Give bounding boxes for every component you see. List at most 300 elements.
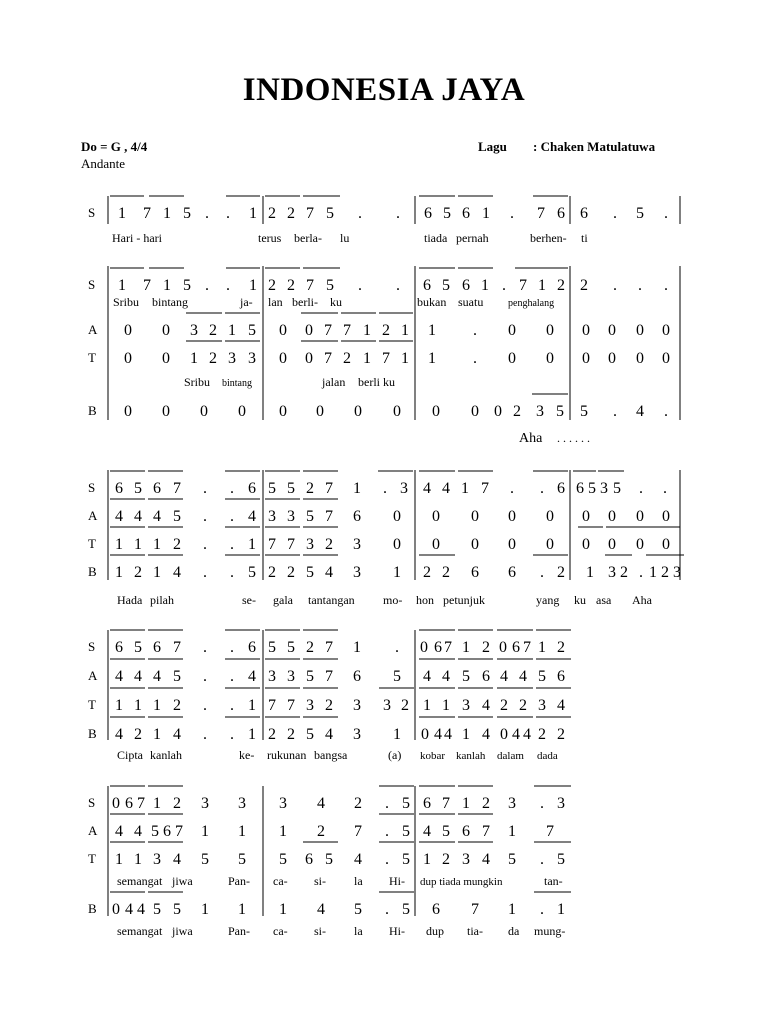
lyric-syllable: Hi- [389,874,405,888]
note-digit: 0 [432,536,440,553]
note-digit: 4 [137,901,145,918]
note-digit: . [230,508,234,525]
note-digit: 0 [112,795,120,812]
note-digit: 6 [153,480,161,497]
note-digit: 2 [268,205,276,222]
note-digit: 5 [442,823,450,840]
note-digit: . [203,668,207,685]
note-digit: 1 [353,639,361,656]
lyric-syllable: berhen- [530,231,567,245]
note-digit: 1 [482,205,490,222]
note-digit: 4 [519,668,527,685]
note-digit: 4 [444,726,452,743]
note-digit: 6 [557,480,565,497]
voice-label: S [88,639,96,654]
lyric-syllable: berli- [292,295,318,309]
note-digit: 5 [153,901,161,918]
lyric-syllable: tan- [544,874,563,888]
note-digit: 4 [423,823,431,840]
note-digit: 3 [353,536,361,553]
note-digit: . [226,277,230,294]
note-digit: 2 [268,277,276,294]
note-digit: 3 [557,795,565,812]
note-digit: 6 [423,795,431,812]
lyric-syllable: bintang [222,378,252,389]
lyric-syllable: se- [242,593,256,607]
note-digit: 5 [248,322,256,339]
lyric-syllable: Cipta [117,748,143,762]
note-digit: 5 [402,795,410,812]
note-digit: . [226,205,230,222]
note-digit: 5 [325,851,333,868]
note-digit: . [230,697,234,714]
note-digit: 3 [400,480,408,497]
note-digit: 0 [432,508,440,525]
note-digit: . [638,277,642,294]
note-digit: 2 [209,322,217,339]
note-digit: 4 [423,668,431,685]
voice-label: B [88,901,97,916]
note-digit: . [540,795,544,812]
note-digit: 4 [325,726,333,743]
note-digit: 6 [557,668,565,685]
note-digit: 3 [608,564,616,581]
lyric-syllable: ti [581,231,588,245]
note-digit: 2 [134,726,142,743]
note-digit: 3 [508,795,516,812]
note-digit: 1 [153,564,161,581]
note-digit: 7 [325,508,333,525]
voice-label: T [88,851,96,866]
note-digit: . [230,668,234,685]
note-digit: 4 [173,726,181,743]
note-digit: 4 [173,851,181,868]
note-digit: . [396,277,400,294]
note-digit: 2 [482,795,490,812]
note-digit: 1 [248,697,256,714]
lyric-syllable: rukunan [267,748,307,762]
note-digit: 2 [482,639,490,656]
voice-label: S [88,277,96,292]
note-digit: 6 [482,668,490,685]
note-digit: 1 [201,823,209,840]
note-digit: 1 [462,639,470,656]
note-digit: 0 [471,536,479,553]
note-digit: 4 [523,726,531,743]
note-digit: 7 [287,697,295,714]
voice-label: B [88,403,97,418]
note-digit: 1 [163,277,171,294]
note-digit: 3 [306,536,314,553]
note-digit: 0 [420,639,428,656]
note-digit: 4 [482,726,490,743]
note-digit: . [203,726,207,743]
note-digit: 7 [471,901,479,918]
note-digit: 2 [306,639,314,656]
note-digit: 0 [162,322,170,339]
note-digit: 0 [238,403,246,420]
note-digit: 1 [118,277,126,294]
note-digit: 0 [662,322,670,339]
note-digit: 1 [423,851,431,868]
note-digit: 5 [580,403,588,420]
note-digit: 5 [287,480,295,497]
note-digit: . [385,795,389,812]
note-digit: 0 [508,536,516,553]
note-digit: 1 [190,350,198,367]
note-digit: 0 [494,403,502,420]
note-digit: 6 [115,480,123,497]
lyric-syllable: tia- [467,924,483,938]
note-digit: 0 [662,508,670,525]
lyric-syllable: mo- [383,593,403,607]
note-digit: 4 [125,901,133,918]
note-digit: 2 [268,564,276,581]
lyric-syllable: Hari - hari [112,231,162,245]
note-digit: 2 [343,350,351,367]
note-digit: 6 [353,668,361,685]
note-digit: 5 [326,277,334,294]
note-digit: 1 [649,564,657,581]
note-digit: . [473,322,477,339]
note-digit: 0 [582,536,590,553]
lyric-syllable: dalam [497,750,524,762]
note-digit: 4 [434,726,442,743]
note-digit: 3 [201,795,209,812]
note-digit: 3 [248,350,256,367]
note-digit: 1 [248,536,256,553]
note-digit: 2 [325,536,333,553]
note-digit: 2 [287,564,295,581]
note-digit: 5 [173,901,181,918]
note-digit: . [385,901,389,918]
lyric-syllable: ku [574,593,586,607]
note-digit: 1 [353,480,361,497]
note-digit: 0 [636,350,644,367]
note-digit: 0 [305,350,313,367]
note-digit: 1 [538,639,546,656]
note-digit: 7 [143,205,151,222]
note-digit: 6 [462,205,470,222]
note-digit: 6 [508,564,516,581]
note-digit: 3 [353,564,361,581]
note-digit: 7 [173,480,181,497]
note-digit: 4 [248,508,256,525]
note-digit: . [473,350,477,367]
note-digit: . [205,277,209,294]
note-digit: 0 [421,726,429,743]
note-digit: 4 [557,697,565,714]
note-digit: 0 [124,403,132,420]
note-digit: . [203,639,207,656]
note-digit: 6 [248,480,256,497]
note-digit: 1 [508,901,516,918]
note-digit: 0 [499,639,507,656]
lyric-syllable: berla- [294,231,322,245]
note-digit: 1 [428,322,436,339]
lyric-syllable: mung- [534,924,566,938]
note-digit: 6 [163,823,171,840]
note-digit: 2 [500,697,508,714]
note-digit: . [540,901,544,918]
note-digit: 3 [279,795,287,812]
song-title: INDONESIA JAYA [242,72,526,108]
note-digit: 1 [238,901,246,918]
note-digit: 3 [268,668,276,685]
note-digit: . [358,205,362,222]
note-digit: 5 [134,639,142,656]
note-digit: 1 [115,564,123,581]
note-digit: 5 [183,205,191,222]
lyric-syllable: Aha [632,593,652,607]
note-digit: 5 [613,480,621,497]
note-digit: . [203,697,207,714]
note-digit: 1 [508,823,516,840]
lyric-syllable: gala [273,593,293,607]
note-digit: 6 [305,851,313,868]
note-digit: . [664,205,668,222]
note-digit: 3 [153,851,161,868]
note-digit: 1 [462,726,470,743]
note-digit: 0 [608,508,616,525]
note-digit: 4 [423,480,431,497]
note-digit: 1 [163,205,171,222]
note-digit: 7 [444,639,452,656]
note-digit: 1 [461,480,469,497]
note-digit: 5 [201,851,209,868]
note-digit: 1 [557,901,565,918]
note-digit: 1 [115,697,123,714]
note-digit: . [230,536,234,553]
note-digit: 1 [249,277,257,294]
note-digit: . [613,403,617,420]
note-digit: 5 [306,668,314,685]
note-digit: 6 [423,277,431,294]
note-digit: 6 [125,795,133,812]
note-digit: 3 [228,350,236,367]
note-digit: 5 [173,508,181,525]
note-digit: 1 [481,277,489,294]
voice-label: A [88,668,98,683]
lyric-syllable: si- [314,874,326,888]
note-digit: 0 [546,536,554,553]
note-digit: 1 [363,322,371,339]
note-digit: 1 [153,697,161,714]
note-digit: 3 [600,480,608,497]
note-digit: 1 [401,322,409,339]
note-digit: 2 [209,350,217,367]
note-digit: 6 [462,277,470,294]
lyric-syllable: (a) [388,748,402,762]
lyric-syllable: lan [268,295,283,309]
lyric-syllable: si- [314,924,326,938]
note-digit: 2 [325,697,333,714]
note-digit: 2 [423,564,431,581]
note-digit: 5 [279,851,287,868]
note-digit: 5 [556,403,564,420]
note-digit: 0 [279,403,287,420]
note-digit: . [230,480,234,497]
lyric-syllable: kobar [420,750,446,762]
note-digit: 7 [354,823,362,840]
note-digit: 7 [442,795,450,812]
note-digit: 7 [143,277,151,294]
note-digit: . [203,480,207,497]
note-digit: 7 [325,668,333,685]
lyric-syllable: ja- [240,295,253,309]
note-digit: 4 [442,668,450,685]
note-digit: . [510,205,514,222]
note-digit: 1 [393,726,401,743]
note-digit: 0 [162,350,170,367]
note-digit: 5 [287,639,295,656]
note-digit: 0 [636,508,644,525]
note-digit: 4 [115,823,123,840]
note-digit: 7 [537,205,545,222]
note-digit: . [385,851,389,868]
note-digit: 3 [287,508,295,525]
note-digit: 2 [401,697,409,714]
note-digit: 5 [151,823,159,840]
note-digit: 6 [557,205,565,222]
lyric-syllable: Pan- [228,924,250,938]
voice-label: A [88,508,98,523]
note-digit: 3 [462,851,470,868]
note-digit: 6 [434,639,442,656]
lyric-syllable: hon [416,593,434,607]
note-digit: 2 [306,480,314,497]
note-digit: 0 [162,403,170,420]
note-digit: 2 [287,205,295,222]
note-digit: 5 [238,851,246,868]
note-digit: 0 [316,403,324,420]
note-digit: 4 [173,564,181,581]
note-digit: . [663,480,667,497]
note-digit: 0 [432,403,440,420]
note-digit: 4 [317,795,325,812]
note-digit: 6 [424,205,432,222]
note-digit: 2 [317,823,325,840]
lyric-syllable: ca- [273,874,288,888]
note-digit: 0 [582,322,590,339]
note-digit: 7 [287,536,295,553]
note-digit: . [230,564,234,581]
note-digit: 2 [513,403,521,420]
note-digit: 5 [306,564,314,581]
note-digit: 0 [508,508,516,525]
composer-label: Lagu [478,139,507,154]
note-digit: 0 [662,350,670,367]
note-digit: 1 [153,726,161,743]
note-digit: 3 [268,508,276,525]
note-digit: . [395,639,399,656]
note-digit: 0 [112,901,120,918]
note-digit: 4 [500,668,508,685]
note-digit: 7 [519,277,527,294]
note-digit: 4 [153,508,161,525]
note-digit: . [396,205,400,222]
note-digit: 3 [306,697,314,714]
lyric-syllable: tantangan [308,593,355,607]
note-digit: 0 [124,350,132,367]
note-digit: 7 [175,823,183,840]
note-digit: 2 [287,277,295,294]
note-digit: 3 [383,697,391,714]
note-digit: 3 [353,726,361,743]
note-digit: 6 [512,639,520,656]
note-digit: 4 [482,697,490,714]
voice-label: S [88,480,96,495]
note-digit: . [540,480,544,497]
note-digit: . [540,851,544,868]
note-digit: . [203,508,207,525]
note-digit: 7 [343,322,351,339]
lyric-syllable: ke- [239,748,255,762]
note-digit: 0 [608,350,616,367]
note-digit: 0 [582,350,590,367]
note-digit: 4 [325,564,333,581]
note-digit: 4 [115,508,123,525]
lyric-syllable: semangat [117,874,163,888]
note-digit: . [613,205,617,222]
note-digit: 7 [382,350,390,367]
voice-label: T [88,536,96,551]
lyric-syllable: terus [258,231,282,245]
note-digit: 7 [523,639,531,656]
note-digit: 0 [471,508,479,525]
note-digit: 2 [382,322,390,339]
lyric-syllable: jiwa [172,924,193,938]
note-digit: 1 [586,564,594,581]
note-digit: 1 [442,697,450,714]
note-digit: 1 [228,322,236,339]
note-digit: 1 [248,726,256,743]
note-digit: 7 [137,795,145,812]
voice-label: B [88,726,97,741]
lyric-syllable: kanlah [150,748,182,762]
note-digit: 1 [249,205,257,222]
note-digit: 5 [402,901,410,918]
voice-label: A [88,322,98,337]
note-digit: . [613,277,617,294]
lyric-syllable: la [354,924,363,938]
lyric-syllable: petunjuk [443,593,485,607]
note-digit: 2 [442,851,450,868]
note-digit: 1 [279,823,287,840]
note-digit: 5 [268,639,276,656]
note-digit: 4 [134,668,142,685]
note-digit: 1 [423,697,431,714]
note-digit: 0 [608,536,616,553]
note-digit: 0 [124,322,132,339]
note-digit: 5 [326,205,334,222]
note-digit: 6 [353,508,361,525]
note-digit: 0 [546,350,554,367]
lyric-syllable: berli ku [358,375,395,389]
note-digit: 1 [115,536,123,553]
note-digit: 1 [153,536,161,553]
note-digit: 3 [536,403,544,420]
note-digit: 0 [500,726,508,743]
lyric-syllable: bangsa [314,748,348,762]
lyric-syllable: la [354,874,363,888]
note-digit: 5 [462,668,470,685]
note-digit: 4 [134,508,142,525]
note-digit: 6 [432,901,440,918]
note-digit: 2 [173,697,181,714]
note-digit: . [385,823,389,840]
lyric-syllable: Pan- [228,874,250,888]
